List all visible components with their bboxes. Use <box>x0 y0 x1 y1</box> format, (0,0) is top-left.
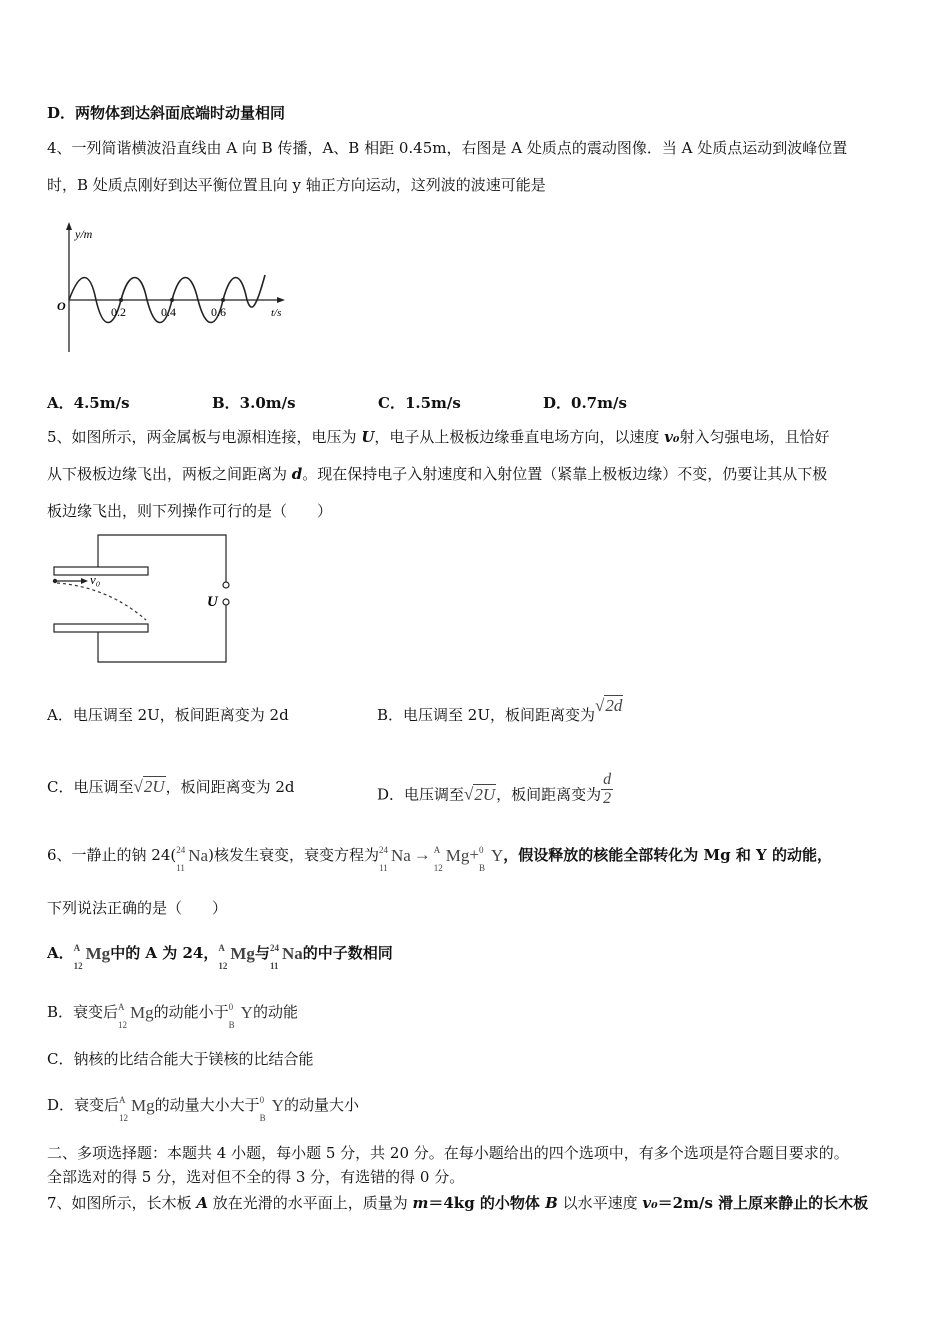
q5-option-c: C．电压调至√2U，板间距离变为 2d <box>47 777 295 796</box>
q4-option-a: A．4.5m/s <box>47 394 130 412</box>
q7-line1: 7、如图所示，长木板 A 放在光滑的水平面上，质量为 m＝4kg 的小物体 B 以水平速度 v₀＝2m/s 滑上原来静止的长木板 <box>47 1194 869 1212</box>
q5-option-a: A．电压调至 2U，板间距离变为 2d <box>47 706 289 724</box>
q5-line2: 从下极板边缘飞出，两板之间距离为 d。现在保持电子入射速度和入射位置（紧靠上极板边缘）不变，仍要让其从下极 <box>47 465 828 483</box>
q6-option-d: D．衰变后 A 12 Mg的动量大小大于 0 B Y的动量大小 <box>47 1094 359 1123</box>
q4-option-d: D．0.7m/s <box>543 394 627 412</box>
q5-option-d: D．电压调至√2U，板间距离变为 $\frac{d}{2}$ <box>377 771 612 807</box>
q4-option-b: B．3.0m/s <box>212 394 296 412</box>
v0-label: v₀ <box>90 572 101 587</box>
tick-label: 0.2 <box>111 305 126 319</box>
y-axis-label: y/m <box>75 227 93 241</box>
option-d-prev: D．两物体到达斜面底端时动量相同 <box>47 104 286 122</box>
q6-option-c: C．钠核的比结合能大于镁核的比结合能 <box>47 1050 314 1068</box>
capacitor-diagram <box>48 532 238 667</box>
q5-line1: 5、如图所示，两金属板与电源相连接，电压为 U，电子从上极板边缘垂直电场方向，以速度 v₀射入匀强电场，且恰好 <box>47 428 830 446</box>
q6-line1: 6、一静止的钠 24( 24 11 Na)核发生衰变，衰变方程为 24 11 Na → A 12 Mg+ 0 B Y，假设释放的核能全部转化为 Mg 和 Y 的动能， <box>47 844 832 873</box>
tick-label: 0.4 <box>161 305 176 319</box>
q6-line2: 下列说法正确的是（ ） <box>47 899 228 917</box>
section2-line1: 二、多项选择题：本题共 4 小题，每小题 5 分，共 20 分。在每小题给出的四个选项中，有多个选项是符合题目要求的。 <box>47 1144 849 1162</box>
vibration-graph <box>55 220 295 360</box>
q4-line1: 4、一列简谐横波沿直线由 A 向 B 传播，A、B 相距 0.45m，右图是 A 处质点的震动图像．当 A 处质点运动到波峰位置 <box>47 139 848 157</box>
q5-option-b: B．电压调至 2U，板间距离变为√2d <box>377 696 623 724</box>
section2-line2: 全部选对的得 5 分，选对但不全的得 3 分，有选错的得 0 分。 <box>47 1168 465 1186</box>
q5-line3: 板边缘飞出，则下列操作可行的是（ ） <box>47 502 333 520</box>
q4-line2: 时，B 处质点刚好到达平衡位置且向 y 轴正方向运动，这列波的波速可能是 <box>47 176 546 194</box>
q6-option-a: A． A 12 Mg中的 A 为 24， A 12 Mg与 24 11 Na的中子数相同 <box>47 942 393 971</box>
origin-label: O <box>57 299 66 313</box>
voltage-label: U <box>207 594 218 610</box>
q4-option-c: C．1.5m/s <box>378 394 461 412</box>
x-axis-label: t/s <box>271 307 282 319</box>
tick-label: 0.6 <box>211 305 226 319</box>
q6-option-b: B．衰变后 A 12 Mg的动能小于 0 B Y的动能 <box>47 1001 298 1030</box>
